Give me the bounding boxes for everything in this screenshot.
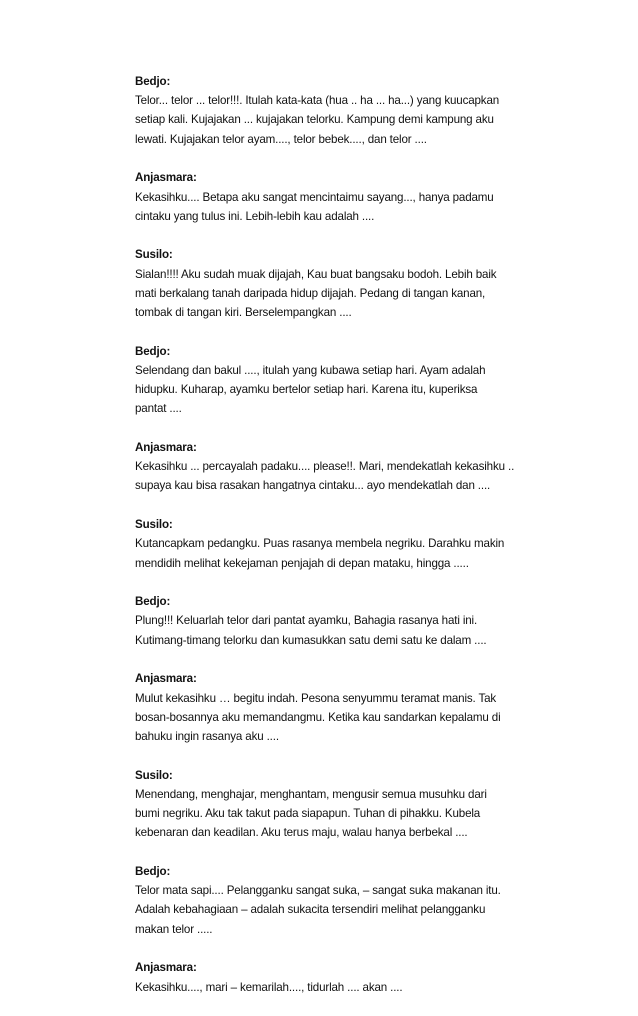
speaker-name: Susilo: <box>135 768 173 782</box>
dialogue-block <box>135 168 555 226</box>
dialogue-line: hidupku. Kuharap, ayamku bertelor setiap hari. Karena itu, kuperiksa <box>135 383 478 397</box>
dialogue-block <box>135 958 555 996</box>
speaker-name: Bedjo: <box>135 75 171 88</box>
dialogue-line: Sialan!!!! Aku sudah muak dijajah, Kau buat bangsaku bodoh. Lebih baik <box>135 267 497 281</box>
dialogue-line: Kekasihku ... percayalah padaku.... please!!. Mari, mendekatlah kekasihku .. <box>135 460 515 474</box>
dialogue-block <box>135 592 555 650</box>
speaker-name: Bedjo: <box>135 865 171 878</box>
dialogue-line: Menendang, menghajar, menghantam, mengusir semua musuhku dari <box>135 787 487 801</box>
dialogue-line: pantat .... <box>135 402 182 416</box>
dialogue-block <box>135 669 555 746</box>
dialogue-line: Telor mata sapi.... Pelangganku sangat suka, – sangat suka makanan itu. <box>135 884 501 898</box>
dialogue-line: Mulut kekasihku … begitu indah. Pesona senyummu teramat manis. Tak <box>135 691 497 705</box>
dialogue-block <box>135 862 555 939</box>
dialogue-line: Plung!!! Keluarlah telor dari pantat ayamku, Bahagia rasanya hati ini. <box>135 614 478 628</box>
dialogue-line: Kutimang-timang telorku dan kumasukkan satu demi satu ke dalam .... <box>135 633 487 647</box>
dialogue-line: cintaku yang tulus ini. Lebih-lebih kau adalah .... <box>135 209 375 223</box>
dialogue-line: Kekasihku...., mari – kemarilah...., tidurlah .... akan .... <box>135 980 403 994</box>
dialogue-line: makan telor ..... <box>135 922 213 936</box>
dialogue-line: Adalah kebahagiaan – adalah sukacita tersendiri melihat pelangganku <box>135 903 486 917</box>
dialogue-line: Kutancapkam pedangku. Puas rasanya membela negriku. Darahku makin <box>135 537 505 551</box>
dialogue-line: mendidih melihat kekejaman penjajah di depan mataku, hingga ..... <box>135 556 469 570</box>
dialogue-script <box>135 72 555 1016</box>
dialogue-block <box>135 515 555 573</box>
dialogue-block <box>135 438 555 496</box>
speaker-name: Anjasmara: <box>135 961 197 975</box>
dialogue-line: mati berkalang tanah daripada hidup dijajah. Pedang di tangan kanan, <box>135 286 486 300</box>
dialogue-line: tombak di tangan kiri. Berselempangkan .... <box>135 306 352 320</box>
dialogue-line: lewati. Kujajakan telor ayam...., telor bebek...., dan telor .... <box>135 132 427 146</box>
dialogue-line: bumi negriku. Aku tak takut pada siapapun. Tuhan di pihakku. Kubela <box>135 807 481 821</box>
dialogue-line: setiap kali. Kujajakan ... kujajakan telorku. Kampung demi kampung aku <box>135 113 494 127</box>
speaker-name: Bedjo: <box>135 595 171 609</box>
dialogue-line: Kekasihku.... Betapa aku sangat mencintaimu sayang..., hanya padamu <box>135 190 494 204</box>
speaker-name: Susilo: <box>135 518 173 532</box>
dialogue-line: bahuku ingin rasanya aku .... <box>135 729 279 743</box>
speaker-name: Anjasmara: <box>135 441 197 455</box>
dialogue-block <box>135 72 555 149</box>
speaker-name: Anjasmara: <box>135 672 197 686</box>
dialogue-line: Selendang dan bakul ...., itulah yang kubawa setiap hari. Ayam adalah <box>135 363 486 377</box>
dialogue-block <box>135 766 555 843</box>
dialogue-line: supaya kau bisa rasakan hangatnya cintaku... ayo mendekatlah dan .... <box>135 479 491 493</box>
speaker-name: Susilo: <box>135 248 173 262</box>
dialogue-block <box>135 245 555 322</box>
dialogue-line: kebenaran dan keadilan. Aku terus maju, walau hanya berbekal .... <box>135 826 468 840</box>
dialogue-line: bosan-bosannya aku memandangmu. Ketika kau sandarkan kepalamu di <box>135 710 501 724</box>
dialogue-block <box>135 342 555 419</box>
speaker-name: Anjasmara: <box>135 171 197 185</box>
speaker-name: Bedjo: <box>135 344 171 358</box>
dialogue-line: Telor... telor ... telor!!!. Itulah kata-kata (hua .. ha ... ha...) yang kuucapkan <box>135 94 500 108</box>
